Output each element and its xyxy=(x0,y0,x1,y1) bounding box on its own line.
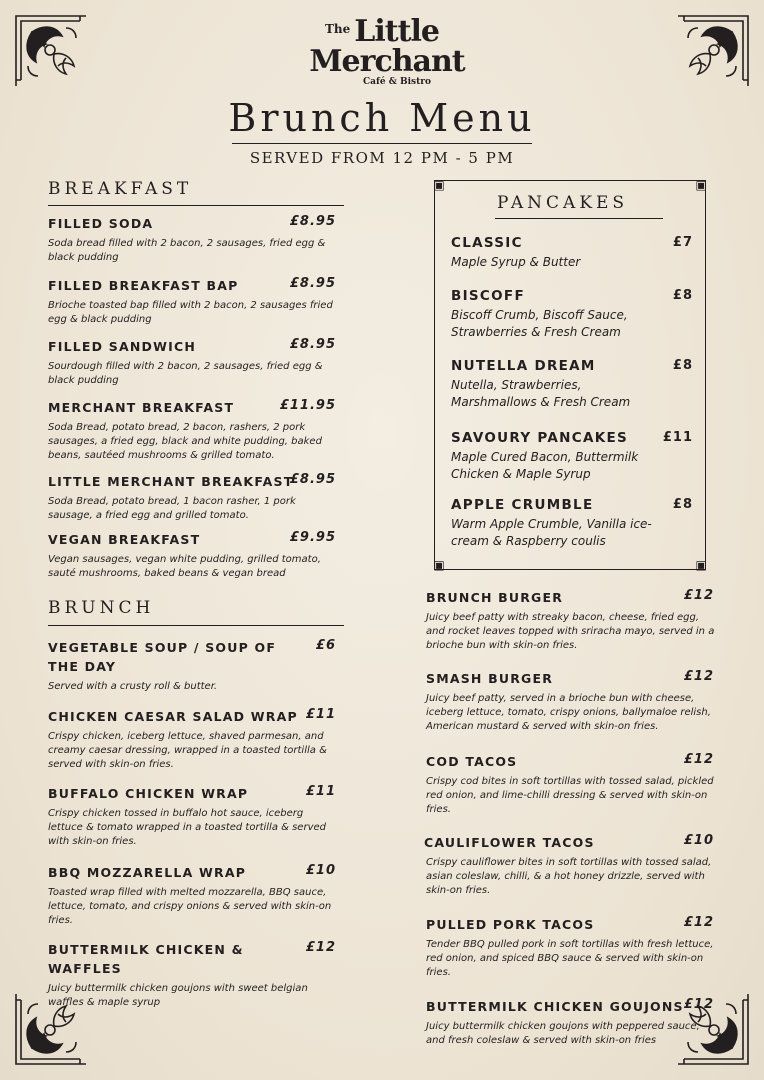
item-name: CHICKEN CAESAR SALAD WRAP xyxy=(48,709,298,724)
item-price: £7 xyxy=(672,235,693,250)
item-name: BUTTERMILK CHICKEN & WAFFLES xyxy=(48,942,244,976)
menu-item xyxy=(48,638,340,694)
menu-item xyxy=(424,833,716,898)
brunch-heading: BRUNCH xyxy=(48,598,155,618)
item-price: £8.95 xyxy=(289,214,336,229)
item-description: Vegan sausages, vegan white pudding, grilled tomato, sauté mushrooms, baked beans & vegan bread xyxy=(48,554,321,579)
item-description: Maple Cured Bacon, Buttermilk Chicken & Maple Syrup xyxy=(451,450,639,481)
item-name: CAULIFLOWER TACOS xyxy=(424,835,595,850)
item-name: BRUNCH BURGER xyxy=(426,590,564,605)
item-name: COD TACOS xyxy=(426,754,518,769)
pancakes-divider xyxy=(495,218,663,219)
item-name: PULLED PORK TACOS xyxy=(426,917,595,932)
item-description: Crispy chicken, iceberg lettuce, shaved parmesan, and creamy caesar dressing, wrapped in a toasted tortilla & served with skin-on fries. xyxy=(48,731,327,770)
item-description: Sourdough filled with 2 bacon, 2 sausages, fried egg & black pudding xyxy=(48,361,323,386)
item-description: Toasted wrap filled with melted mozzarella, BBQ sauce, lettuce, tomato, and crispy onions & served with skin-on fries. xyxy=(48,887,332,926)
menu-item xyxy=(48,707,340,772)
item-price: £11 xyxy=(305,707,336,722)
item-name: BBQ MOZZARELLA WRAP xyxy=(48,865,247,880)
item-name: SMASH BURGER xyxy=(426,671,554,686)
item-description: Crispy cod bites in soft tortillas with tossed salad, pickled red onion, and lime-chilli dressing & served with skin-on fries. xyxy=(426,776,714,815)
item-description: Juicy buttermilk chicken goujons with peppered sauce, and fresh coleslaw & served with skin-on fries xyxy=(426,1021,700,1046)
item-name: APPLE CRUMBLE xyxy=(451,497,594,513)
item-name: FILLED SODA xyxy=(48,216,154,231)
pancakes-box xyxy=(434,180,706,570)
item-description: Crispy cauliflower bites in soft tortillas with tossed salad, asian coleslaw, chilli, & a hot honey drizzle, served with skin-on fries. xyxy=(426,857,712,896)
menu-item xyxy=(48,276,340,327)
item-price: £6 xyxy=(315,638,336,653)
menu-item xyxy=(48,863,340,928)
menu-item xyxy=(426,588,716,653)
item-price: £11.95 xyxy=(279,398,336,413)
item-description: Juicy buttermilk chicken goujons with sweet belgian waffles & maple syrup xyxy=(48,983,308,1008)
pancake-item xyxy=(451,430,695,483)
menu-item xyxy=(48,472,340,523)
logo-little: Little xyxy=(354,14,439,49)
title-divider xyxy=(232,143,532,144)
item-price: £12 xyxy=(305,940,336,955)
item-description: Tender BBQ pulled pork in soft tortillas with fresh lettuce, red onion, and spiced BBQ sauce & served with skin-on fries. xyxy=(426,939,714,978)
item-description: Soda bread filled with 2 bacon, 2 sausages, fried egg & black pudding xyxy=(48,238,326,263)
item-description: Crispy chicken tossed in buffalo hot sauce, iceberg lettuce & tomato wrapped in a toasted tortilla & served with skin-on fries. xyxy=(48,808,326,847)
item-price: £8 xyxy=(672,288,693,303)
item-name: CLASSIC xyxy=(451,235,523,251)
pancakes-heading: PANCAKES xyxy=(497,193,629,213)
item-name: BUFFALO CHICKEN WRAP xyxy=(48,786,249,801)
item-description: Juicy beef patty, served in a brioche bun with cheese, iceberg lettuce, tomato, crispy onions, ballymaloe relish, American mustard & served with skin-on fries. xyxy=(426,693,711,732)
pancake-item xyxy=(451,288,695,341)
brunch-divider xyxy=(48,625,344,626)
item-price: £8.95 xyxy=(289,276,336,291)
item-name: NUTELLA DREAM xyxy=(451,358,596,374)
logo-subtitle: Café & Bistro xyxy=(363,77,431,87)
item-description: Brioche toasted bap filled with 2 bacon, 2 sausages fried egg & black pudding xyxy=(48,300,333,325)
page-title: Brunch Menu xyxy=(228,96,536,140)
menu-item xyxy=(426,997,716,1048)
logo xyxy=(0,14,764,87)
item-price: £12 xyxy=(683,588,714,603)
pancake-item xyxy=(451,358,695,411)
item-price: £12 xyxy=(683,752,714,767)
menu-item xyxy=(48,530,340,581)
item-name: FILLED BREAKFAST BAP xyxy=(48,278,239,293)
item-name: SAVOURY PANCAKES xyxy=(451,430,628,446)
item-description: Warm Apple Crumble, Vanilla ice-cream & Raspberry coulis xyxy=(451,517,652,548)
item-description: Maple Syrup & Butter xyxy=(451,255,581,269)
menu-item xyxy=(426,669,716,734)
item-description: Juicy beef patty with streaky bacon, cheese, fried egg, and rocket leaves topped with sriracha mayo, served in a brioche bun with skin-on fries. xyxy=(426,612,715,651)
item-price: £12 xyxy=(683,997,714,1012)
menu-item xyxy=(48,337,340,388)
item-price: £8 xyxy=(672,358,693,373)
item-price: £9.95 xyxy=(289,530,336,545)
breakfast-divider xyxy=(48,205,344,206)
item-price: £8 xyxy=(672,497,693,512)
item-name: VEGETABLE SOUP / SOUP OF THE DAY xyxy=(48,640,277,674)
box-corner-icon: ▣ xyxy=(433,178,445,192)
item-name: BISCOFF xyxy=(451,288,525,304)
item-price: £11 xyxy=(662,430,693,445)
item-price: £8.95 xyxy=(289,337,336,352)
item-description: Soda Bread, potato bread, 2 bacon, rashers, 2 pork sausages, a fried egg, black and white pudding, baked beans, sautéed mushrooms & grilled tomato. xyxy=(48,422,322,461)
item-price: £10 xyxy=(683,833,714,848)
menu-item xyxy=(48,214,340,265)
item-name: LITTLE MERCHANT BREAKFAST xyxy=(48,474,294,489)
menu-item xyxy=(48,940,340,1010)
item-name: FILLED SANDWICH xyxy=(48,339,196,354)
menu-item xyxy=(48,784,340,849)
item-name: VEGAN BREAKFAST xyxy=(48,532,201,547)
item-price: £12 xyxy=(683,669,714,684)
logo-merchant: Merchant xyxy=(309,44,465,79)
menu-item xyxy=(48,398,340,463)
breakfast-heading: BREAKFAST xyxy=(48,179,193,199)
box-corner-icon: ▣ xyxy=(433,558,445,572)
item-price: £11 xyxy=(305,784,336,799)
box-corner-icon: ▣ xyxy=(695,558,707,572)
item-price: £8.95 xyxy=(289,472,336,487)
item-name: BUTTERMILK CHICKEN GOUJONS xyxy=(426,999,684,1014)
pancake-item xyxy=(451,235,695,271)
item-description: Served with a crusty roll & butter. xyxy=(48,681,218,692)
menu-item xyxy=(426,752,716,817)
menu-item xyxy=(426,915,716,980)
item-description: Biscoff Crumb, Biscoff Sauce, Strawberries & Fresh Cream xyxy=(451,308,628,339)
item-price: £10 xyxy=(305,863,336,878)
box-corner-icon: ▣ xyxy=(695,178,707,192)
item-description: Nutella, Strawberries, Marshmallows & Fresh Cream xyxy=(451,378,631,409)
pancake-item xyxy=(451,497,695,550)
served-hours: SERVED FROM 12 PM - 5 PM xyxy=(249,149,515,167)
logo-the: The xyxy=(325,22,351,36)
item-price: £12 xyxy=(683,915,714,930)
item-name: MERCHANT BREAKFAST xyxy=(48,400,235,415)
item-description: Soda Bread, potato bread, 1 bacon rasher, 1 pork sausage, a fried egg and grilled tomato. xyxy=(48,496,296,521)
